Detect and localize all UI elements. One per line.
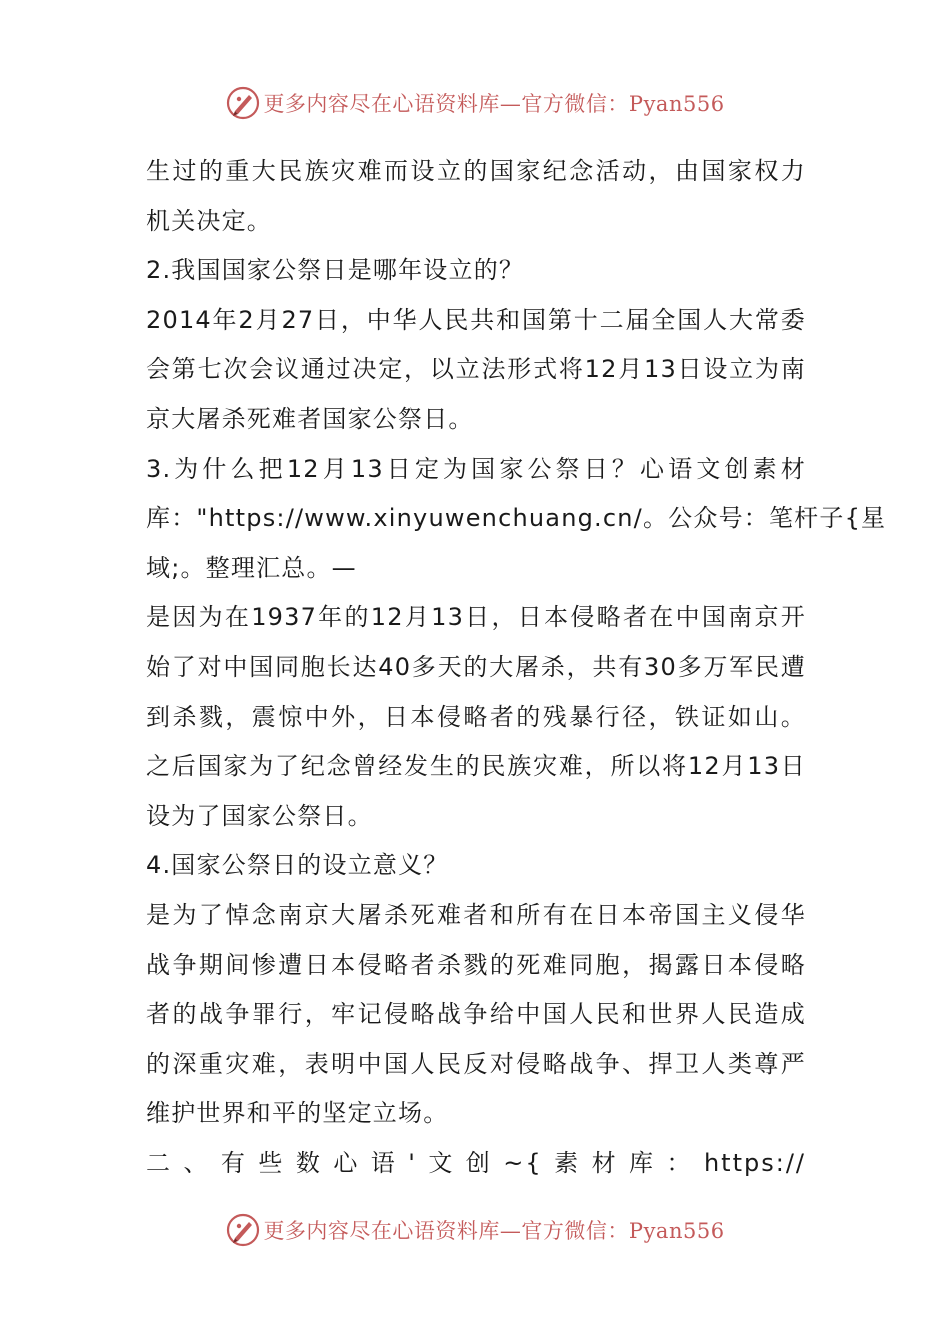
footer-banner — [0, 1210, 950, 1250]
body-line: 会第七次会议通过决定，以立法形式将12月13日设立为南 — [146, 355, 806, 384]
section-heading: 3.为什么把12月13日定为国家公祭日？心语文创素材 — [146, 454, 806, 483]
body-line: 是因为在1937年的12月13日，日本侵略者在中国南京开 — [146, 603, 806, 632]
body-line: 的深重灾难，表明中国人民反对侵略战争、捍卫人类尊严 — [146, 1049, 806, 1078]
body-line: 到杀戮，震惊中外，日本侵略者的残暴行径，铁证如山。 — [146, 702, 806, 731]
section-heading: 4.国家公祭日的设立意义？ — [146, 851, 449, 880]
body-line: 之后国家为了纪念曾经发生的民族灾难，所以将12月13日 — [146, 752, 806, 781]
pen-seal-icon — [225, 1212, 261, 1248]
body-line: 机关决定。 — [146, 206, 272, 235]
section-heading: 二、有些数心语'文创~{素材库：https:// — [146, 1148, 806, 1177]
body-line: 生过的重大民族灾难而设立的国家纪念活动，由国家权力 — [146, 157, 806, 185]
body-line: 维护世界和平的坚定立场。 — [146, 1099, 449, 1128]
body-line: 库："https://www.xinyuwenchuang.cn/。公众号：笔杆子{星 — [146, 504, 887, 533]
body-line: 2014年2月27日，中华人民共和国第十二届全国人大常委 — [146, 305, 806, 334]
header-banner-text: 更多内容尽在心语资料库—官方微信：Pyan556 — [263, 92, 725, 116]
body-line: 战争期间惨遭日本侵略者杀戮的死难同胞，揭露日本侵略 — [146, 950, 806, 979]
body-line: 是为了悼念南京大屠杀死难者和所有在日本帝国主义侵华 — [146, 900, 806, 929]
pen-seal-icon — [225, 85, 261, 121]
document-body — [146, 147, 887, 1188]
body-line: 设为了国家公祭日。 — [146, 801, 373, 830]
body-line: 者的战争罪行，牢记侵略战争给中国人民和世界人民造成 — [146, 1000, 806, 1029]
body-line: 始了对中国同胞长达40多天的大屠杀，共有30多万军民遭 — [146, 652, 806, 681]
section-heading: 2.我国国家公祭日是哪年设立的？ — [146, 256, 525, 285]
header-banner — [0, 83, 950, 123]
footer-banner-text: 更多内容尽在心语资料库—官方微信：Pyan556 — [263, 1219, 725, 1243]
body-line: 域;。整理汇总。— — [146, 553, 357, 582]
body-line: 京大屠杀死难者国家公祭日。 — [146, 404, 474, 433]
